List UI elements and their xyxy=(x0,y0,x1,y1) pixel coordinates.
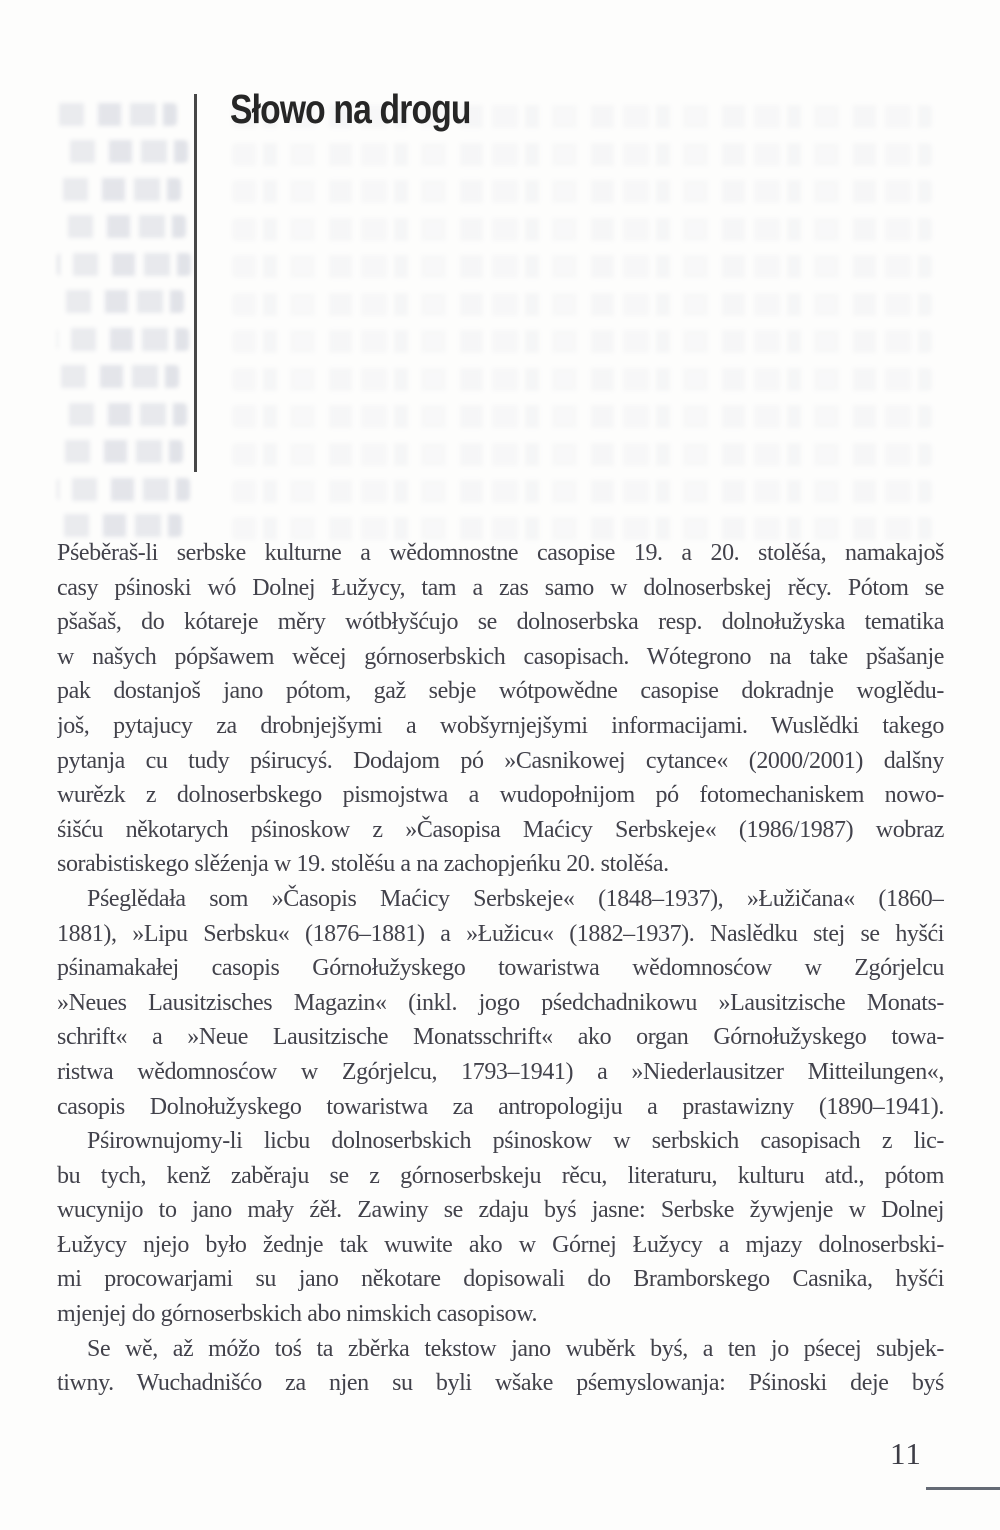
text-line: Pśeběraš-li serbske kulturne a wědomnostne casopise 19. a 20. stolěśa, namakajoš xyxy=(57,540,944,566)
showthrough-line xyxy=(232,180,932,203)
showthrough-line xyxy=(232,218,932,241)
page-title: Słowo na drogu xyxy=(230,86,471,132)
text-line: Se wě, až móžo toś ta zběrka tekstow jano wuběrk byś, a ten jo pśecej subjek- xyxy=(87,1335,944,1362)
text-line: Pśirownujomy-li licbu dolnoserbskich pśinoskow w serbskich casopisach z lic- xyxy=(87,1128,944,1155)
showthrough-line xyxy=(57,215,186,238)
text-line: śišću někotarych pśinoskow z »Časopisa Maćicy Serbskeje« (1986/1987) wobraz xyxy=(57,816,944,843)
text-line: ristwa wědomnosćow w Zgórjelcu, 1793–1941) a »Niederlausitzer Mitteilungen«, xyxy=(57,1058,944,1085)
showthrough-line xyxy=(232,443,932,466)
text-line: w našych pópšawem wěcej górnoserbskich casopisach. Wótegrono na take pšašanje xyxy=(57,643,944,670)
text-line: 1881), »Lipu Serbsku« (1876–1881) a »Łužicu« (1882–1937). Naslědku stej se hyšći xyxy=(57,920,944,947)
text-line: pak dostanjoš jano pótom, gaž sebje wótpowědne casopise dokradnje woglědu- xyxy=(57,678,944,705)
showthrough-line xyxy=(57,140,188,163)
title-vertical-rule xyxy=(194,94,197,472)
text-line: wucynijo to jano mały źěł. Zawiny se zdaju byś jasne: Serbske žywjenje w Dolnej xyxy=(57,1197,944,1224)
text-line: bu tych, kenž zaběraju se z górnoserbskeju rěcu, literaturu, kulturu atd., pótom xyxy=(57,1162,944,1189)
text-line: schrift« a »Neue Lausitzische Monatsschrift« ako organ Górnołužyskego towa- xyxy=(57,1024,944,1051)
showthrough-line xyxy=(232,255,932,278)
showthrough-line xyxy=(57,514,182,537)
text-line: Pśeglědała som »Časopis Maćicy Serbskeje« (1848–1937), »Łužičana« (1860– xyxy=(87,885,944,912)
showthrough-line xyxy=(232,330,932,353)
text-line: tiwny. Wuchadnišćo za njen su byli wšake pśemyslowanja: Pśinoski deje byś xyxy=(57,1370,944,1397)
showthrough-line xyxy=(57,253,191,276)
text-line: pšašaš, do kótareje měry wótbłyšćujo se dolnoserbska resp. dolnołužyska tematika xyxy=(57,609,944,636)
showthrough-line xyxy=(232,293,932,316)
page-number: 11 xyxy=(890,1436,922,1471)
text-line: mjenjej do górnoserbskich abo nimskich casopisow. xyxy=(57,1301,538,1328)
text-line: pytanja cu tudy pśirucyś. Dodajom pó »Casnikowej cytance« (2000/2001) dalšny xyxy=(57,747,944,774)
showthrough-line xyxy=(57,403,187,426)
showthrough-line xyxy=(232,143,932,166)
showthrough-line xyxy=(57,478,190,501)
showthrough-line xyxy=(232,368,932,391)
text-line: »Neues Lausitzisches Magazin« (inkl. jogo pśedchadnikowu »Lausitzische Monats- xyxy=(57,989,944,1016)
showthrough-line xyxy=(57,328,189,351)
showthrough-line xyxy=(57,365,179,388)
showthrough-line xyxy=(57,440,183,463)
showthrough-line xyxy=(232,480,932,503)
text-line: mi procowarjami su jano někotare dopisowali do Bramborskego Casnika, hyšći xyxy=(57,1266,944,1293)
text-line: wurězk z dolnoserbskego pismojstwa a wudopołnijom pó fotomechaniskem nowo- xyxy=(57,782,944,809)
text-line: casy pśinoski wó Dolnej Łužycy, tam a zas samo w dolnoserbskej rěcy. Pótom se xyxy=(57,574,944,601)
text-line: Łužycy njejo było žednje tak wuwite ako w Górnej Łužycy a mjazy dolnoserbski- xyxy=(57,1231,944,1258)
showthrough-line xyxy=(232,405,932,428)
showthrough-line xyxy=(57,178,181,201)
showthrough-line xyxy=(57,290,184,313)
showthrough-line xyxy=(57,103,177,126)
footer-rule xyxy=(926,1487,1000,1490)
text-line: još, pytajucy za drobnjejšymi a wobšyrnjejšymi informacijami. Wuslědki takego xyxy=(57,712,944,739)
text-line: casopis Dolnołužyskego towaristwa za antropologiju a prastawizny (1890–1941). xyxy=(57,1093,944,1120)
text-line: sorabistiskego slěźenja w 19. stolěśu a na zachopjeńku 20. stolěśa. xyxy=(57,851,669,878)
text-line: pśinamakałej casopis Górnołužyskego towaristwa wědomnosćow w Zgórjelcu xyxy=(57,955,944,982)
body-text xyxy=(57,536,944,1401)
